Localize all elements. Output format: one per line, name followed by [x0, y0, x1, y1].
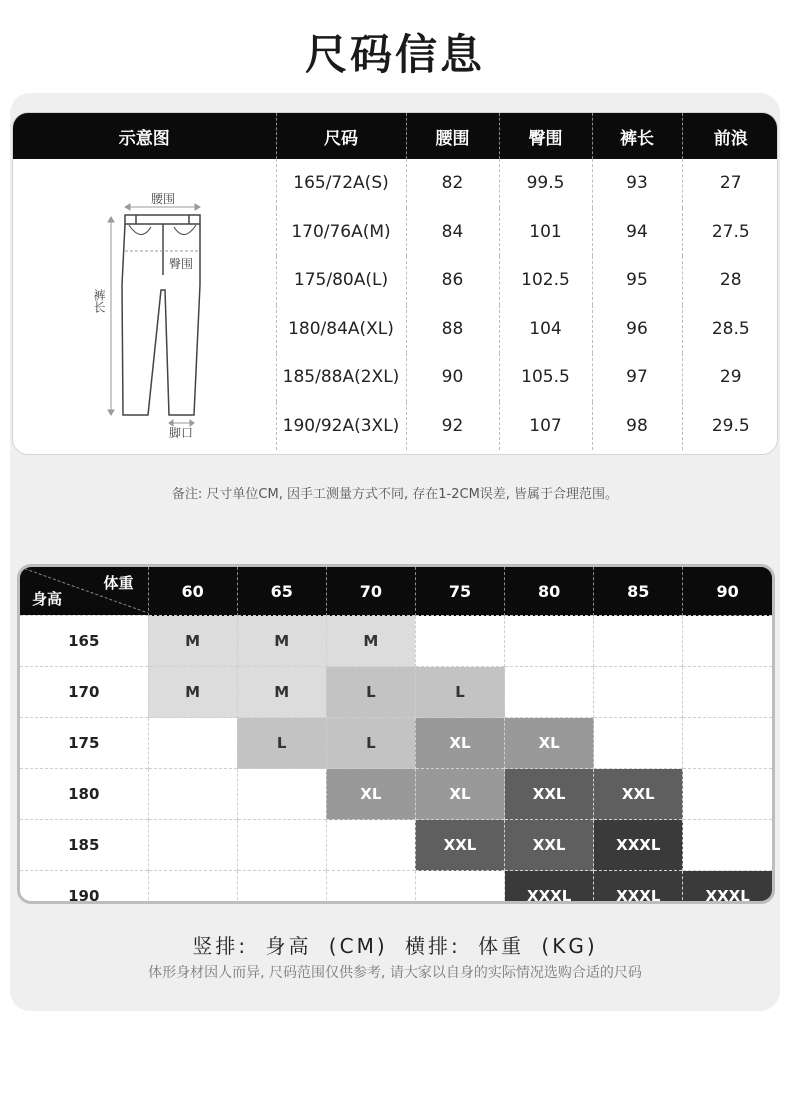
header-length: 裤长	[592, 113, 682, 159]
waist-cell: 92	[406, 402, 499, 451]
height-label: 190	[20, 871, 148, 905]
size-recommendation-cell	[594, 616, 683, 667]
pants-diagram-cell	[13, 159, 276, 450]
size-recommendation-cell: XXL	[415, 820, 504, 871]
front-rise-cell: 27.5	[682, 208, 778, 257]
size-recommendation-cell: M	[237, 667, 326, 718]
diagram-label-length: 裤长	[92, 289, 106, 313]
size-recommendation-cell: XL	[415, 769, 504, 820]
size-recommendation-cell	[148, 820, 237, 871]
size-recommendation-cell: XXL	[505, 820, 594, 871]
size-recommendation-cell	[683, 718, 772, 769]
front-rise-cell: 28.5	[682, 305, 778, 354]
size-recommendation-cell: L	[326, 667, 415, 718]
weight-header: 70	[326, 567, 415, 616]
size-recommendation-cell	[326, 871, 415, 905]
waist-cell: 88	[406, 305, 499, 354]
height-label: 180	[20, 769, 148, 820]
corner-header	[20, 567, 148, 616]
size-recommendation-cell: XXL	[505, 769, 594, 820]
size-cell: 185/88A(2XL)	[276, 353, 406, 402]
hip-cell: 99.5	[499, 159, 592, 208]
weight-header: 90	[683, 567, 772, 616]
table-row	[20, 667, 772, 718]
size-recommendation-cell: XXXL	[683, 871, 772, 905]
size-recommendation-cell: XL	[415, 718, 504, 769]
weight-header: 60	[148, 567, 237, 616]
size-recommendation-table	[20, 567, 772, 904]
size-recommendation-cell	[237, 871, 326, 905]
waist-cell: 90	[406, 353, 499, 402]
disclaimer: 体形身材因人而异, 尺码范围仅供参考, 请大家以自身的实际情况选购合适的尺码	[148, 965, 642, 981]
front-rise-cell: 29	[682, 353, 778, 402]
waist-cell: 82	[406, 159, 499, 208]
diagram-label-waist: 腰围	[151, 192, 176, 206]
length-cell: 96	[592, 305, 682, 354]
size-recommendation-cell: XXXL	[594, 871, 683, 905]
hip-cell: 101	[499, 208, 592, 257]
table-row	[20, 820, 772, 871]
table-row	[20, 769, 772, 820]
size-cell: 190/92A(3XL)	[276, 402, 406, 451]
table-row	[20, 718, 772, 769]
size-recommendation-cell	[326, 820, 415, 871]
size-recommendation-card	[17, 564, 775, 904]
corner-weight-label: 体重	[103, 574, 134, 592]
size-recommendation-cell	[237, 769, 326, 820]
diagram-label-hem: 脚口	[169, 426, 194, 440]
diagram-label-hip: 臀围	[169, 257, 194, 271]
table-row	[20, 871, 772, 905]
weight-header: 80	[505, 567, 594, 616]
size-recommendation-cell	[415, 871, 504, 905]
waist-cell: 86	[406, 256, 499, 305]
weight-header: 85	[594, 567, 683, 616]
header-diagram: 示意图	[13, 113, 276, 159]
table-row	[20, 616, 772, 667]
size-recommendation-cell	[683, 820, 772, 871]
size-table-card	[12, 112, 778, 455]
size-cell: 165/72A(S)	[276, 159, 406, 208]
size-recommendation-cell	[594, 667, 683, 718]
axis-legend: 竖排: 身高 (CM) 横排: 体重 (KG)	[192, 934, 598, 958]
size-recommendation-cell: L	[237, 718, 326, 769]
front-rise-cell: 27	[682, 159, 778, 208]
page-title: 尺码信息	[304, 30, 485, 79]
size-recommendation-cell	[237, 820, 326, 871]
size-recommendation-cell: XL	[505, 718, 594, 769]
size-recommendation-cell	[148, 718, 237, 769]
size-recommendation-cell: L	[415, 667, 504, 718]
hip-cell: 105.5	[499, 353, 592, 402]
size-recommendation-cell	[148, 871, 237, 905]
size-recommendation-cell: M	[148, 616, 237, 667]
weight-header-row	[20, 567, 772, 616]
height-label: 165	[20, 616, 148, 667]
size-recommendation-cell: XL	[326, 769, 415, 820]
hip-cell: 107	[499, 402, 592, 451]
weight-header: 75	[415, 567, 504, 616]
size-recommendation-cell: XXL	[594, 769, 683, 820]
size-recommendation-cell: XXXL	[594, 820, 683, 871]
size-recommendation-cell	[594, 718, 683, 769]
length-cell: 95	[592, 256, 682, 305]
weight-header: 65	[237, 567, 326, 616]
front-rise-cell: 28	[682, 256, 778, 305]
size-recommendation-cell	[505, 667, 594, 718]
hip-cell: 102.5	[499, 256, 592, 305]
height-label: 185	[20, 820, 148, 871]
size-recommendation-cell	[148, 769, 237, 820]
length-cell: 94	[592, 208, 682, 257]
front-rise-cell: 29.5	[682, 402, 778, 451]
size-recommendation-cell	[415, 616, 504, 667]
size-recommendation-cell	[683, 769, 772, 820]
length-cell: 97	[592, 353, 682, 402]
height-label: 175	[20, 718, 148, 769]
size-recommendation-cell	[683, 667, 772, 718]
size-recommendation-cell: XXXL	[505, 871, 594, 905]
height-label: 170	[20, 667, 148, 718]
hip-cell: 104	[499, 305, 592, 354]
header-hip: 臀围	[499, 113, 592, 159]
size-table-header	[13, 113, 778, 159]
size-recommendation-cell: M	[237, 616, 326, 667]
measurement-note: 备注: 尺寸单位CM, 因手工测量方式不同, 存在1-2CM误差, 皆属于合理范围。	[171, 487, 619, 502]
size-recommendation-cell: L	[326, 718, 415, 769]
header-waist: 腰围	[406, 113, 499, 159]
size-recommendation-cell	[505, 616, 594, 667]
waist-cell: 84	[406, 208, 499, 257]
size-recommendation-cell	[683, 616, 772, 667]
pants-diagram	[13, 165, 275, 444]
size-table	[13, 113, 778, 450]
size-recommendation-cell: M	[326, 616, 415, 667]
size-cell: 170/76A(M)	[276, 208, 406, 257]
size-cell: 180/84A(XL)	[276, 305, 406, 354]
header-front-rise: 前浪	[682, 113, 778, 159]
size-recommendation-cell: M	[148, 667, 237, 718]
length-cell: 93	[592, 159, 682, 208]
corner-height-label: 身高	[32, 590, 63, 608]
size-cell: 175/80A(L)	[276, 256, 406, 305]
header-size: 尺码	[276, 113, 406, 159]
table-row	[13, 159, 778, 208]
length-cell: 98	[592, 402, 682, 451]
